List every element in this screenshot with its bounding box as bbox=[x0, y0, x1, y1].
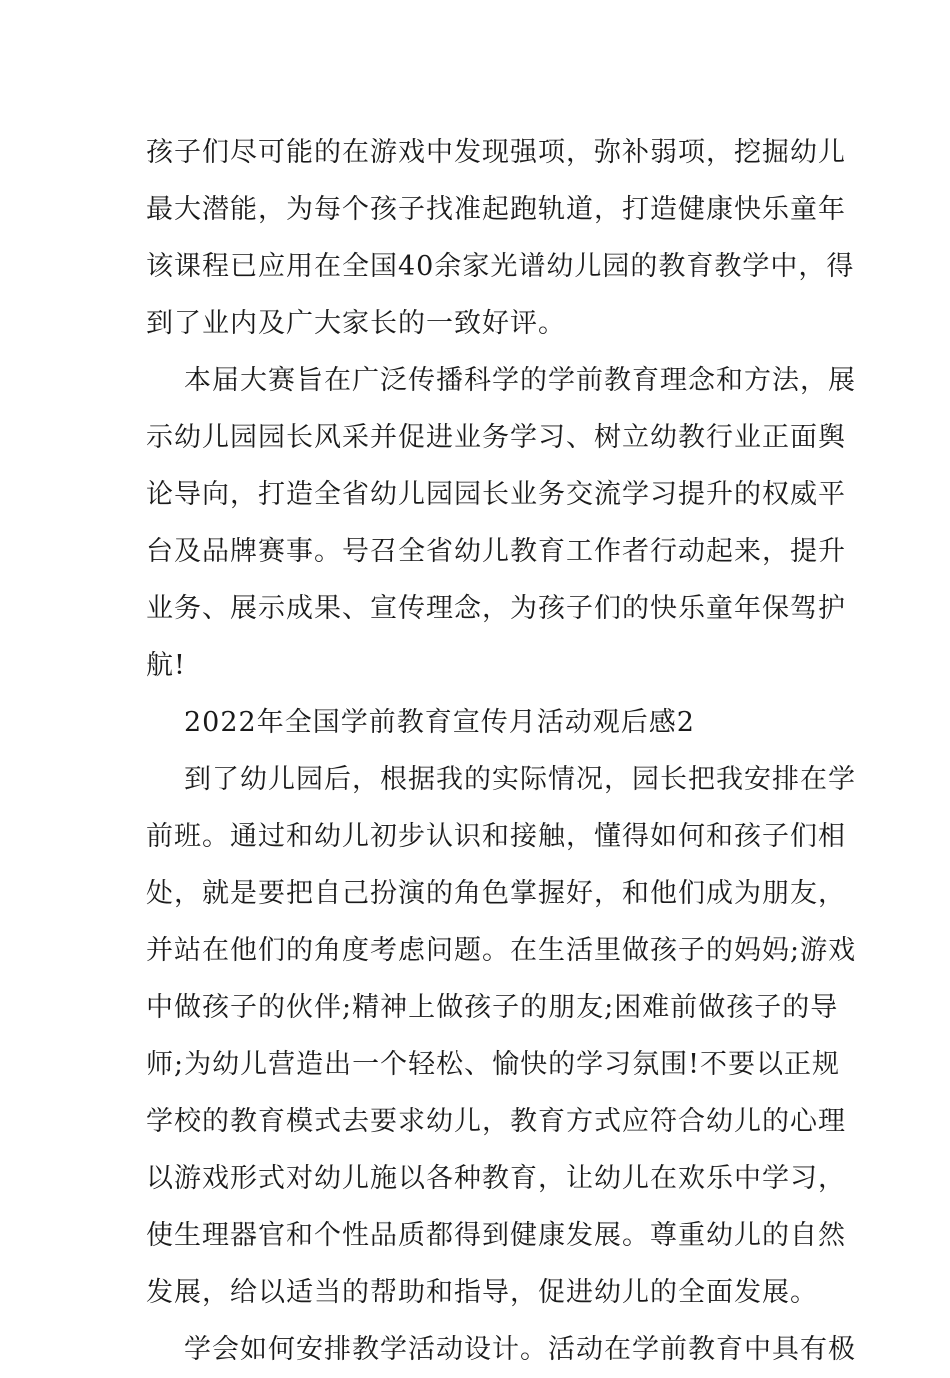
text-line: 论导向，打造全省幼儿园园长业务交流学习提升的权威平 bbox=[146, 479, 846, 510]
text-line: 业务、展示成果、宣传理念，为孩子们的快乐童年保驾护 bbox=[146, 593, 846, 624]
text-line: 孩子们尽可能的在游戏中发现强项，弥补弱项，挖掘幼儿 bbox=[146, 137, 846, 168]
paragraph-4 bbox=[146, 1321, 856, 1378]
text-line: 并站在他们的角度考虑问题。在生活里做孩子的妈妈;游戏 bbox=[146, 935, 857, 966]
paragraph-3 bbox=[146, 751, 857, 1321]
text-line: 处，就是要把自己扮演的角色掌握好，和他们成为朋友， bbox=[146, 878, 846, 909]
text-line: 台及品牌赛事。号召全省幼儿教育工作者行动起来，提升 bbox=[146, 536, 846, 567]
text-line: 最大潜能，为每个孩子找准起跑轨道，打造健康快乐童年 bbox=[146, 194, 846, 225]
text-line: 前班。通过和幼儿初步认识和接触，懂得如何和孩子们相 bbox=[146, 821, 846, 852]
text-line: 学会如何安排教学活动设计。活动在学前教育中具有极 bbox=[184, 1334, 856, 1365]
text-line: 学校的教育模式去要求幼儿，教育方式应符合幼儿的心理 bbox=[146, 1106, 846, 1137]
paragraph-2 bbox=[146, 352, 856, 694]
section-title: 2022年全国学前教育宣传月活动观后感2 bbox=[184, 707, 695, 738]
text-line: 使生理器官和个性品质都得到健康发展。尊重幼儿的自然 bbox=[146, 1220, 846, 1251]
text-line: 师;为幼儿营造出一个轻松、愉快的学习氛围!不要以正规 bbox=[146, 1049, 840, 1080]
text-line: 以游戏形式对幼儿施以各种教育，让幼儿在欢乐中学习， bbox=[146, 1163, 846, 1194]
document-body bbox=[146, 124, 857, 1378]
text-line: 中做孩子的伙伴;精神上做孩子的朋友;困难前做孩子的导 bbox=[146, 992, 839, 1023]
text-line: 发展，给以适当的帮助和指导，促进幼儿的全面发展。 bbox=[146, 1277, 818, 1308]
text-line: 示幼儿园园长风采并促进业务学习、树立幼教行业正面舆 bbox=[146, 422, 846, 453]
paragraph-1 bbox=[146, 124, 855, 352]
text-line: 到了幼儿园后，根据我的实际情况，园长把我安排在学 bbox=[184, 764, 856, 795]
text-line: 该课程已应用在全国40余家光谱幼儿园的教育教学中，得 bbox=[146, 251, 855, 282]
text-line: 航! bbox=[146, 650, 186, 681]
text-line: 本届大赛旨在广泛传播科学的学前教育理念和方法，展 bbox=[184, 365, 856, 396]
text-line: 到了业内及广大家长的一致好评。 bbox=[146, 308, 566, 339]
